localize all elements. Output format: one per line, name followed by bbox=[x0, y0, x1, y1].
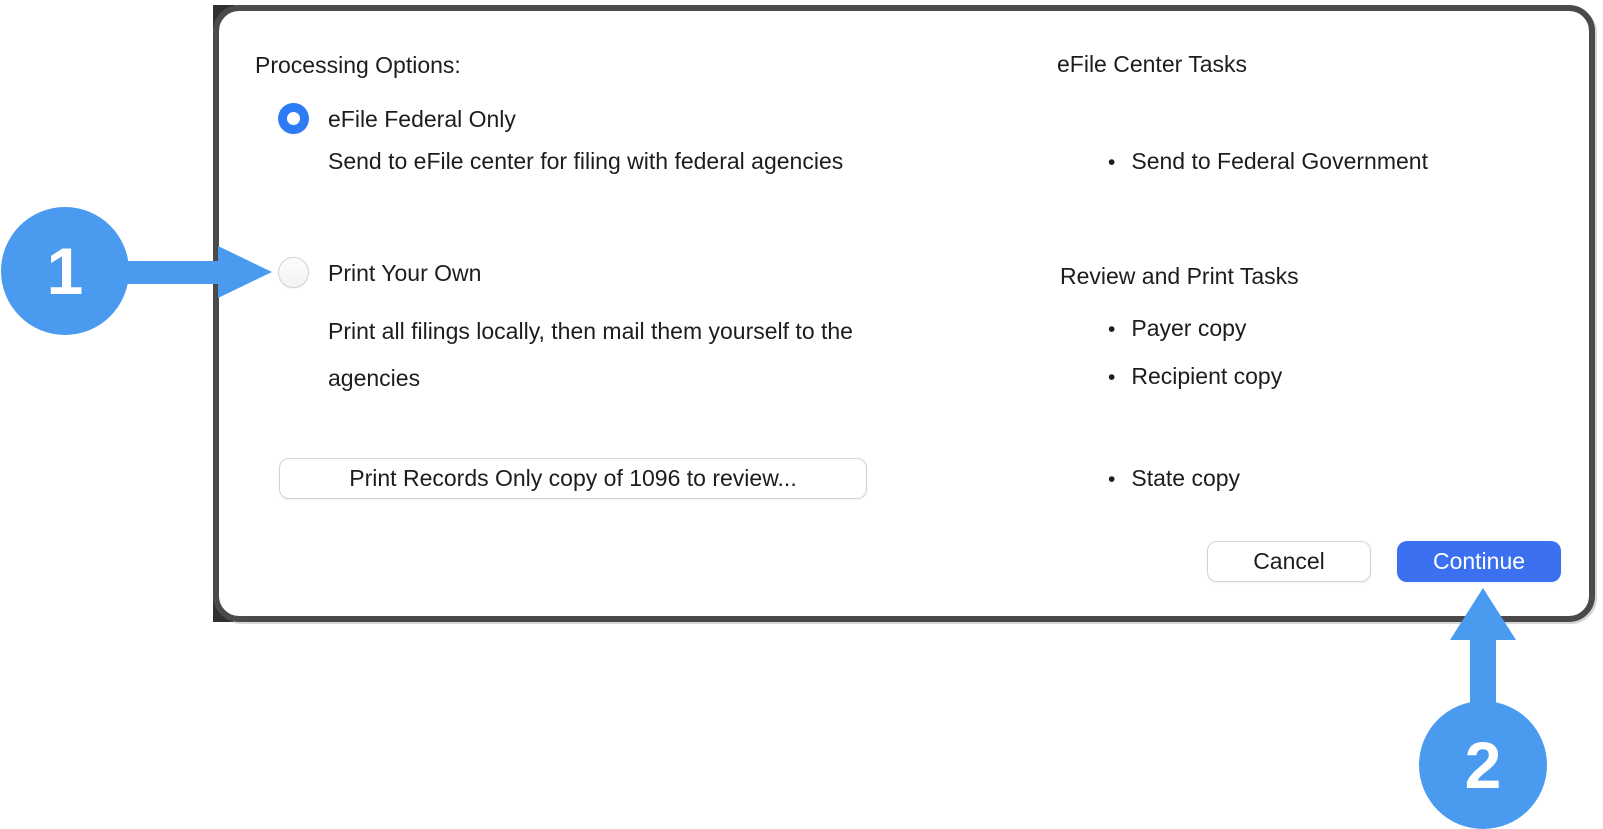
task-item-state-copy bbox=[1108, 465, 1240, 495]
processing-options-dialog bbox=[213, 5, 1595, 622]
print-records-only-button[interactable]: Print Records Only copy of 1096 to review... bbox=[279, 458, 867, 499]
efile-center-tasks-header: eFile Center Tasks bbox=[1057, 51, 1248, 77]
bullet-icon: • bbox=[1108, 468, 1116, 491]
task-item-recipient-copy bbox=[1108, 363, 1282, 393]
processing-options-label: Processing Options: bbox=[255, 52, 461, 78]
annotation-arrow-1-head-icon bbox=[218, 246, 272, 298]
radio-selected-dot bbox=[287, 112, 300, 125]
task-item-label: Send to Federal Government bbox=[1131, 148, 1428, 174]
annotation-badge-2: 2 bbox=[1419, 701, 1547, 829]
annotation-arrow-2-head-icon bbox=[1450, 588, 1516, 640]
annotation-badge-1: 1 bbox=[1, 207, 129, 335]
radio-print-your-own[interactable] bbox=[278, 257, 309, 288]
task-item-label: Payer copy bbox=[1131, 315, 1247, 341]
annotation-arrow-2-shaft bbox=[1470, 634, 1496, 710]
task-item-label: State copy bbox=[1131, 465, 1241, 491]
radio-label-print-your-own[interactable]: Print Your Own bbox=[328, 260, 482, 286]
radio-label-efile-federal-only[interactable]: eFile Federal Only bbox=[328, 106, 516, 132]
radio-efile-federal-only[interactable] bbox=[278, 103, 309, 134]
bullet-icon: • bbox=[1108, 318, 1116, 341]
cancel-button[interactable]: Cancel bbox=[1207, 541, 1371, 582]
annotation-arrow-1-shaft bbox=[118, 261, 222, 284]
review-and-print-tasks-header: Review and Print Tasks bbox=[1060, 263, 1299, 289]
task-item-send-to-federal-government bbox=[1108, 148, 1428, 178]
task-item-payer-copy bbox=[1108, 315, 1246, 345]
radio-description-efile-federal-only: Send to eFile center for filing with federal agencies bbox=[328, 148, 844, 174]
bullet-icon: • bbox=[1108, 151, 1116, 174]
bullet-icon: • bbox=[1108, 366, 1116, 389]
radio-description-print-your-own: Print all filings locally, then mail them yourself to the agencies bbox=[328, 318, 853, 391]
task-item-label: Recipient copy bbox=[1131, 363, 1283, 389]
continue-button[interactable]: Continue bbox=[1397, 541, 1561, 582]
